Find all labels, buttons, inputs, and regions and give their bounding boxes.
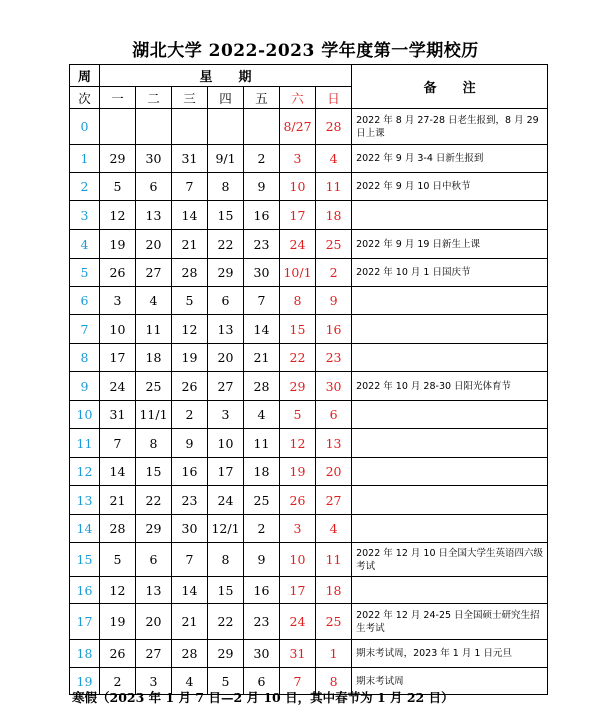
date-cell bbox=[172, 109, 208, 145]
note-cell: 期末考试周，2023 年 1 月 1 日元旦 bbox=[352, 640, 548, 668]
table-row bbox=[70, 109, 548, 145]
date-cell: 2 bbox=[244, 145, 280, 173]
date-cell: 8 bbox=[136, 429, 172, 458]
date-cell: 2 bbox=[100, 668, 136, 695]
weekend-date-cell: 11 bbox=[316, 543, 352, 577]
notes-header: 备 注 bbox=[352, 65, 548, 109]
date-cell: 16 bbox=[172, 458, 208, 486]
date-cell: 9 bbox=[244, 543, 280, 577]
week-number: 14 bbox=[70, 515, 100, 543]
note-cell bbox=[352, 287, 548, 315]
week-number: 8 bbox=[70, 344, 100, 372]
week-number: 11 bbox=[70, 429, 100, 458]
weekend-date-cell: 1 bbox=[316, 640, 352, 668]
table-row bbox=[70, 287, 548, 315]
date-cell: 7 bbox=[244, 287, 280, 315]
weekend-date-cell: 22 bbox=[280, 344, 316, 372]
date-cell: 12 bbox=[172, 315, 208, 344]
date-cell: 28 bbox=[172, 259, 208, 287]
date-cell: 23 bbox=[244, 230, 280, 259]
date-cell: 21 bbox=[244, 344, 280, 372]
table-row bbox=[70, 458, 548, 486]
table-row bbox=[70, 577, 548, 604]
table-row bbox=[70, 201, 548, 230]
weekend-date-cell: 5 bbox=[280, 401, 316, 429]
date-cell: 20 bbox=[136, 604, 172, 640]
date-cell: 14 bbox=[244, 315, 280, 344]
date-cell: 18 bbox=[244, 458, 280, 486]
week-number: 15 bbox=[70, 543, 100, 577]
date-cell: 2 bbox=[172, 401, 208, 429]
date-cell: 16 bbox=[244, 201, 280, 230]
date-cell: 4 bbox=[136, 287, 172, 315]
week-number: 7 bbox=[70, 315, 100, 344]
date-cell: 31 bbox=[100, 401, 136, 429]
date-cell: 19 bbox=[172, 344, 208, 372]
date-cell: 12 bbox=[100, 577, 136, 604]
date-cell: 29 bbox=[100, 145, 136, 173]
weekend-date-cell: 8 bbox=[316, 668, 352, 695]
week-number: 4 bbox=[70, 230, 100, 259]
week-number: 2 bbox=[70, 173, 100, 201]
note-cell: 期末考试周 bbox=[352, 668, 548, 695]
date-cell: 7 bbox=[100, 429, 136, 458]
table-row bbox=[70, 543, 548, 577]
note-cell bbox=[352, 201, 548, 230]
weekend-date-cell: 25 bbox=[316, 230, 352, 259]
note-cell: 2022 年 10 月 28-30 日阳光体育节 bbox=[352, 372, 548, 401]
date-cell: 22 bbox=[136, 486, 172, 515]
weekend-date-cell: 10/1 bbox=[280, 259, 316, 287]
note-cell bbox=[352, 577, 548, 604]
week-number: 12 bbox=[70, 458, 100, 486]
date-cell: 30 bbox=[172, 515, 208, 543]
date-cell: 13 bbox=[136, 577, 172, 604]
date-cell: 28 bbox=[100, 515, 136, 543]
weekend-date-cell: 17 bbox=[280, 577, 316, 604]
table-row bbox=[70, 173, 548, 201]
weekend-date-cell: 7 bbox=[280, 668, 316, 695]
day-header-tue: 二 bbox=[136, 87, 172, 109]
date-cell: 12 bbox=[100, 201, 136, 230]
note-cell bbox=[352, 401, 548, 429]
week-number: 1 bbox=[70, 145, 100, 173]
note-cell bbox=[352, 315, 548, 344]
date-cell: 24 bbox=[100, 372, 136, 401]
date-cell: 30 bbox=[244, 640, 280, 668]
date-cell: 7 bbox=[172, 543, 208, 577]
note-cell: 2022 年 12 月 24-25 日全国硕士研究生招生考试 bbox=[352, 604, 548, 640]
table-row bbox=[70, 486, 548, 515]
note-cell bbox=[352, 515, 548, 543]
date-cell bbox=[244, 109, 280, 145]
table-row bbox=[70, 259, 548, 287]
note-cell: 2022 年 9 月 3-4 日新生报到 bbox=[352, 145, 548, 173]
weekend-date-cell: 13 bbox=[316, 429, 352, 458]
table-row bbox=[70, 230, 548, 259]
table-row bbox=[70, 515, 548, 543]
weekend-date-cell: 4 bbox=[316, 515, 352, 543]
winter-break-note: 寒假（2023 年 1 月 7 日—2 月 10 日，其中春节为 1 月 22 日） bbox=[72, 690, 454, 705]
date-cell: 6 bbox=[136, 543, 172, 577]
weekend-date-cell: 3 bbox=[280, 515, 316, 543]
date-cell: 12/1 bbox=[208, 515, 244, 543]
table-row bbox=[70, 372, 548, 401]
weekend-date-cell: 30 bbox=[316, 372, 352, 401]
date-cell: 27 bbox=[208, 372, 244, 401]
note-cell bbox=[352, 344, 548, 372]
date-cell: 5 bbox=[100, 173, 136, 201]
weekend-date-cell: 2 bbox=[316, 259, 352, 287]
weekend-date-cell: 12 bbox=[280, 429, 316, 458]
table-row bbox=[70, 640, 548, 668]
weekdays-header: 星 期 bbox=[100, 65, 352, 87]
weekend-date-cell: 23 bbox=[316, 344, 352, 372]
weekend-date-cell: 24 bbox=[280, 230, 316, 259]
weekend-date-cell: 10 bbox=[280, 543, 316, 577]
date-cell: 14 bbox=[100, 458, 136, 486]
calendar-body bbox=[70, 109, 548, 695]
week-number: 5 bbox=[70, 259, 100, 287]
note-cell: 2022 年 8 月 27-28 日老生报到，8 月 29 日上课 bbox=[352, 109, 548, 145]
date-cell: 11 bbox=[244, 429, 280, 458]
date-cell: 18 bbox=[136, 344, 172, 372]
weekend-date-cell: 28 bbox=[316, 109, 352, 145]
date-cell: 21 bbox=[100, 486, 136, 515]
week-header-bottom: 次 bbox=[70, 87, 100, 109]
date-cell: 22 bbox=[208, 230, 244, 259]
weekend-date-cell: 17 bbox=[280, 201, 316, 230]
date-cell: 27 bbox=[136, 640, 172, 668]
week-number: 13 bbox=[70, 486, 100, 515]
weekend-date-cell: 29 bbox=[280, 372, 316, 401]
date-cell: 30 bbox=[136, 145, 172, 173]
date-cell: 25 bbox=[136, 372, 172, 401]
weekend-date-cell: 10 bbox=[280, 173, 316, 201]
date-cell: 10 bbox=[208, 429, 244, 458]
calendar-table bbox=[69, 64, 548, 695]
weekend-date-cell: 8 bbox=[280, 287, 316, 315]
week-number: 0 bbox=[70, 109, 100, 145]
note-cell: 2022 年 12 月 10 日全国大学生英语四六级考试 bbox=[352, 543, 548, 577]
weekend-date-cell: 15 bbox=[280, 315, 316, 344]
weekend-date-cell: 9 bbox=[316, 287, 352, 315]
date-cell: 5 bbox=[100, 543, 136, 577]
weekend-date-cell: 3 bbox=[280, 145, 316, 173]
weekend-date-cell: 24 bbox=[280, 604, 316, 640]
day-header-sun: 日 bbox=[316, 87, 352, 109]
weekend-date-cell: 26 bbox=[280, 486, 316, 515]
date-cell: 17 bbox=[100, 344, 136, 372]
date-cell: 26 bbox=[172, 372, 208, 401]
date-cell: 19 bbox=[100, 604, 136, 640]
weekend-date-cell: 16 bbox=[316, 315, 352, 344]
date-cell: 15 bbox=[208, 577, 244, 604]
date-cell: 5 bbox=[208, 668, 244, 695]
weekend-date-cell: 4 bbox=[316, 145, 352, 173]
date-cell: 21 bbox=[172, 230, 208, 259]
date-cell: 8 bbox=[208, 173, 244, 201]
date-cell: 14 bbox=[172, 577, 208, 604]
table-row bbox=[70, 315, 548, 344]
date-cell: 31 bbox=[172, 145, 208, 173]
table-row bbox=[70, 145, 548, 173]
note-cell: 2022 年 10 月 1 日国庆节 bbox=[352, 259, 548, 287]
date-cell: 20 bbox=[136, 230, 172, 259]
weekend-date-cell: 25 bbox=[316, 604, 352, 640]
date-cell: 15 bbox=[136, 458, 172, 486]
day-header-fri: 五 bbox=[244, 87, 280, 109]
date-cell: 29 bbox=[208, 640, 244, 668]
date-cell: 2 bbox=[244, 515, 280, 543]
day-header-wed: 三 bbox=[172, 87, 208, 109]
date-cell: 6 bbox=[136, 173, 172, 201]
date-cell bbox=[100, 109, 136, 145]
week-number: 10 bbox=[70, 401, 100, 429]
date-cell: 4 bbox=[172, 668, 208, 695]
date-cell: 6 bbox=[244, 668, 280, 695]
date-cell: 27 bbox=[136, 259, 172, 287]
week-number: 17 bbox=[70, 604, 100, 640]
date-cell: 11/1 bbox=[136, 401, 172, 429]
date-cell: 21 bbox=[172, 604, 208, 640]
week-number: 19 bbox=[70, 668, 100, 695]
date-cell: 28 bbox=[172, 640, 208, 668]
date-cell bbox=[136, 109, 172, 145]
weekend-date-cell: 18 bbox=[316, 201, 352, 230]
note-cell: 2022 年 9 月 19 日新生上课 bbox=[352, 230, 548, 259]
date-cell: 3 bbox=[100, 287, 136, 315]
date-cell: 14 bbox=[172, 201, 208, 230]
page-title: 湖北大学 2022-2023 学年度第一学期校历 bbox=[132, 41, 479, 61]
date-cell: 3 bbox=[208, 401, 244, 429]
date-cell: 22 bbox=[208, 604, 244, 640]
date-cell: 9 bbox=[172, 429, 208, 458]
date-cell: 7 bbox=[172, 173, 208, 201]
week-number: 9 bbox=[70, 372, 100, 401]
date-cell: 26 bbox=[100, 640, 136, 668]
week-number: 16 bbox=[70, 577, 100, 604]
date-cell: 4 bbox=[244, 401, 280, 429]
date-cell: 15 bbox=[208, 201, 244, 230]
note-cell: 2022 年 9 月 10 日中秋节 bbox=[352, 173, 548, 201]
date-cell: 19 bbox=[100, 230, 136, 259]
date-cell: 9 bbox=[244, 173, 280, 201]
date-cell: 24 bbox=[208, 486, 244, 515]
date-cell: 13 bbox=[208, 315, 244, 344]
table-row bbox=[70, 604, 548, 640]
weekend-date-cell: 31 bbox=[280, 640, 316, 668]
weekend-date-cell: 11 bbox=[316, 173, 352, 201]
week-number: 6 bbox=[70, 287, 100, 315]
date-cell: 11 bbox=[136, 315, 172, 344]
date-cell: 23 bbox=[172, 486, 208, 515]
table-row bbox=[70, 401, 548, 429]
date-cell: 29 bbox=[208, 259, 244, 287]
weekend-date-cell: 18 bbox=[316, 577, 352, 604]
date-cell: 13 bbox=[136, 201, 172, 230]
date-cell: 16 bbox=[244, 577, 280, 604]
date-cell: 3 bbox=[136, 668, 172, 695]
table-row bbox=[70, 429, 548, 458]
week-number: 18 bbox=[70, 640, 100, 668]
table-row bbox=[70, 344, 548, 372]
note-cell bbox=[352, 458, 548, 486]
date-cell: 30 bbox=[244, 259, 280, 287]
date-cell: 25 bbox=[244, 486, 280, 515]
date-cell: 9/1 bbox=[208, 145, 244, 173]
date-cell: 26 bbox=[100, 259, 136, 287]
day-header-mon: 一 bbox=[100, 87, 136, 109]
weekend-date-cell: 27 bbox=[316, 486, 352, 515]
date-cell: 23 bbox=[244, 604, 280, 640]
weekend-date-cell: 8/27 bbox=[280, 109, 316, 145]
day-header-sat: 六 bbox=[280, 87, 316, 109]
weekend-date-cell: 20 bbox=[316, 458, 352, 486]
date-cell: 20 bbox=[208, 344, 244, 372]
date-cell: 10 bbox=[100, 315, 136, 344]
week-header-top: 周 bbox=[70, 65, 100, 87]
date-cell: 17 bbox=[208, 458, 244, 486]
note-cell bbox=[352, 486, 548, 515]
weekend-date-cell: 6 bbox=[316, 401, 352, 429]
date-cell: 6 bbox=[208, 287, 244, 315]
day-header-thu: 四 bbox=[208, 87, 244, 109]
week-number: 3 bbox=[70, 201, 100, 230]
date-cell: 5 bbox=[172, 287, 208, 315]
note-cell bbox=[352, 429, 548, 458]
date-cell: 28 bbox=[244, 372, 280, 401]
weekend-date-cell: 19 bbox=[280, 458, 316, 486]
date-cell: 29 bbox=[136, 515, 172, 543]
date-cell bbox=[208, 109, 244, 145]
date-cell: 8 bbox=[208, 543, 244, 577]
